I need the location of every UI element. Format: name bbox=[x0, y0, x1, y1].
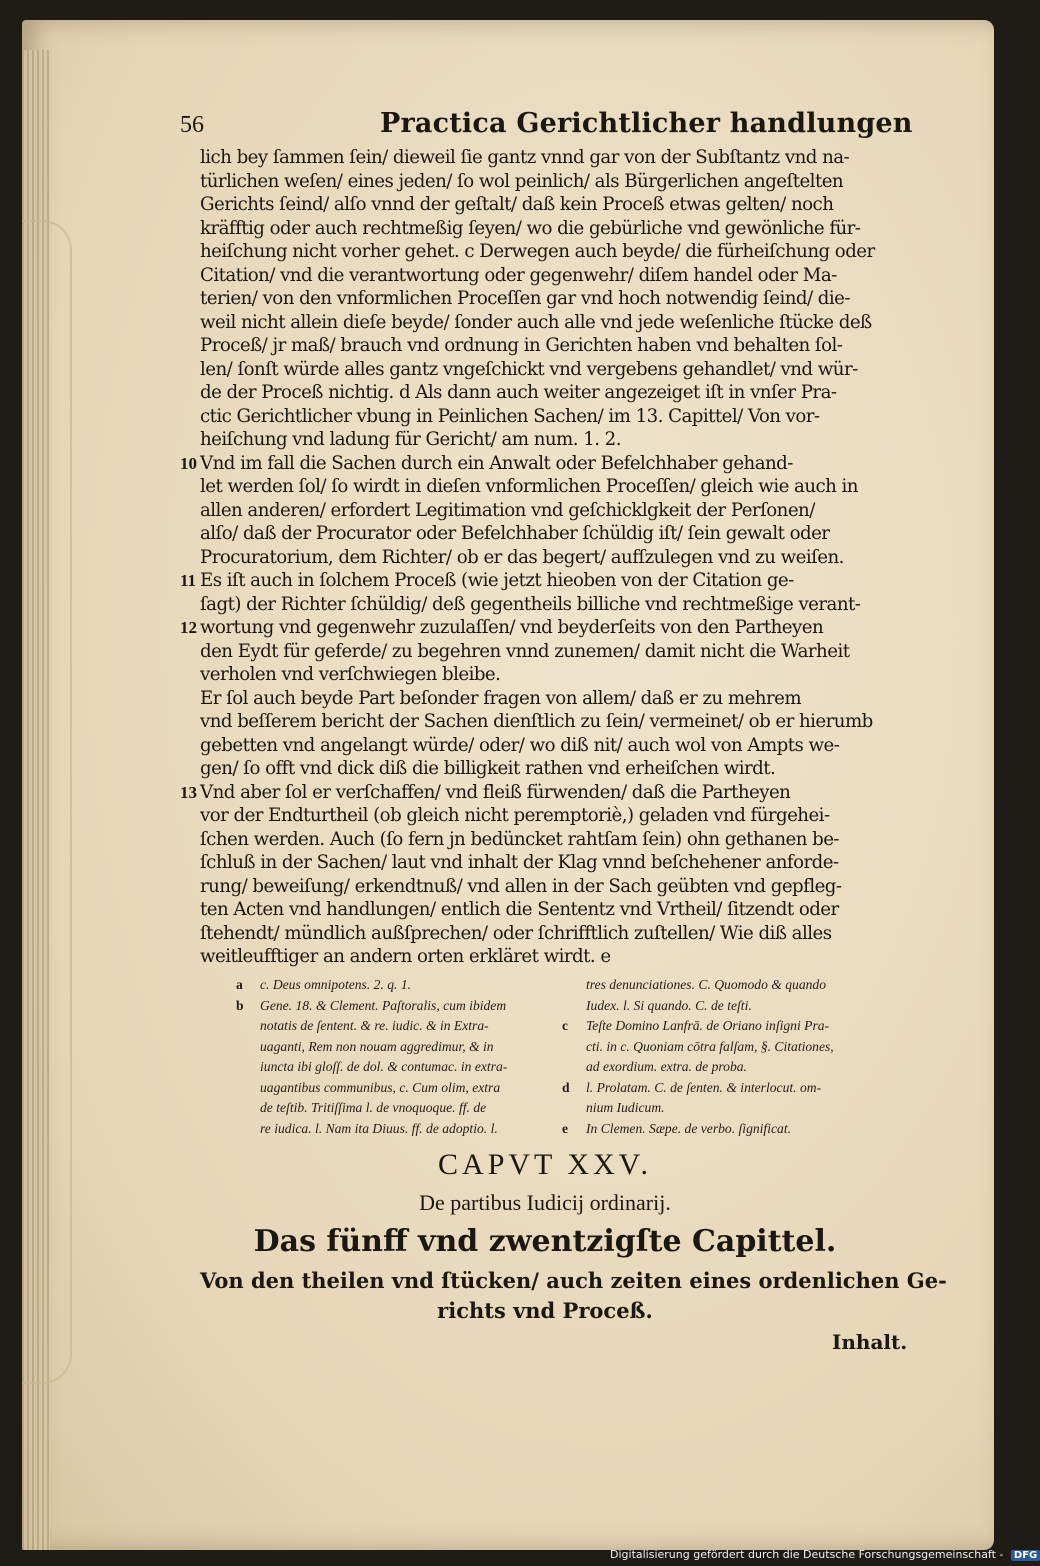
chapter-german-title: Das fünff vnd zwentzigſte Capittel. bbox=[253, 1224, 837, 1259]
footnote-line bbox=[562, 1119, 902, 1140]
footnote-line bbox=[236, 1098, 576, 1119]
footnote-text: nium Iudicum. bbox=[586, 1100, 665, 1115]
text-line: heiſchung vnd ladung für Gericht/ am num. 1. 2. bbox=[200, 429, 621, 450]
footnote-mark: c bbox=[562, 1018, 569, 1033]
footnote-text: re iudica. l. Nam ita Diuus. ff. de adoptio. l. bbox=[260, 1120, 498, 1136]
body-text bbox=[200, 146, 904, 969]
chapter-subtitle-line: richts vnd Proceß. bbox=[437, 1298, 653, 1323]
text-line: allen anderen/ erfordert Legitimation vnd geſchicklgkeit der Perſonen/ bbox=[200, 499, 815, 521]
footnote-line bbox=[236, 996, 576, 1017]
text-line: de der Proceß nichtig. d Als dann auch weiter angezeiget iſt in vnſer Pra- bbox=[200, 382, 837, 403]
catchword-inhalt: Inhalt. bbox=[832, 1330, 908, 1354]
credit-text: Digitalisierung gefördert durch die Deutsche Forschungsgemeinschaft - bbox=[610, 1548, 1004, 1561]
footnote-text: ad exordium. extra. de proba. bbox=[586, 1059, 747, 1074]
running-title: Practica Gerichtlicher handlungen bbox=[380, 108, 913, 139]
footnote-mark: b bbox=[236, 997, 244, 1013]
text-line: ſchluß in der Sachen/ laut vnd inhalt der Klag vnnd beſchehener anforde- bbox=[200, 852, 839, 873]
text-line: Citation/ vnd die verantwortung oder gegenwehr/ diſem handel oder Ma- bbox=[200, 264, 837, 286]
footnote-line bbox=[562, 975, 902, 996]
text-line: heiſchung nicht vorher gehet. c Derwegen auch beyde/ die fürheiſchung oder bbox=[200, 241, 875, 262]
text-line: wortung vnd gegenwehr zuzulaſſen/ vnd beyderſeits von den Partheyen bbox=[200, 617, 824, 638]
text-line: türlichen weſen/ eines jeden/ ſo wol peinlich/ als Bürgerlichen angeſtelten bbox=[200, 170, 844, 192]
text-line: Vnd im fall die Sachen durch ein Anwalt oder Befelchhaber gehand- bbox=[200, 452, 793, 474]
text-line: weil nicht allein dieſe beyde/ ſonder auch alle vnd jede weſenliche ſtücke deß bbox=[200, 311, 872, 333]
text-line: rung/ beweiſung/ erkendtnuß/ vnd allen in der Sach geübten vnd gepfleg- bbox=[200, 875, 842, 897]
chapter-number: CAPVT XXV. bbox=[438, 1148, 652, 1181]
footnote-text: Teſte Domino Lanfrā. de Oriano inſigni Pra- bbox=[586, 1018, 830, 1033]
footnote-line bbox=[562, 1016, 902, 1037]
chapter-latin-title: De partibus Iudicij ordinarij. bbox=[419, 1190, 671, 1215]
margin-number: 10 bbox=[180, 453, 197, 473]
margin-number: 12 bbox=[180, 618, 197, 637]
footnote-text: In Clemen. Sæpe. de verbo. ſignificat. bbox=[586, 1120, 791, 1136]
chapter-subtitle bbox=[200, 1266, 947, 1326]
footnote-text: notatis de ſentent. & re. iudic. & in Extra- bbox=[260, 1018, 489, 1033]
text-line: ſtehendt/ mündlich außſprechen/ oder ſchrifftlich zuſtellen/ Wie diß alles bbox=[200, 922, 832, 944]
text-line: ſagt) der Richter ſchüldig/ deß gegentheils billiche vnd rechtmeßige verant- bbox=[200, 593, 861, 615]
text-line: gen/ ſo offt vnd dick diß die billigkeit rathen vnd erheiſchen wirdt. bbox=[200, 758, 776, 779]
footnote-line bbox=[236, 975, 576, 996]
text-line: weitleufftiger an andern orten erkläret wirdt. e bbox=[200, 946, 611, 967]
footnote-text: cti. in c. Quoniam cōtra falſam, §. Citationes, bbox=[586, 1038, 834, 1054]
running-head bbox=[180, 108, 940, 144]
footnote-text: iuncta ibi gloſſ. de dol. & contumac. in extra- bbox=[260, 1059, 508, 1074]
text-line: kräfftig oder auch rechtmeßig ſeyen/ wo die gebürliche vnd gewönliche für- bbox=[200, 217, 861, 239]
text-line: Proceß/ jr maß/ brauch vnd ordnung in Gerichten haben vnd behalten ſol- bbox=[200, 335, 843, 356]
text-line: terien/ von den vnformlichen Proceſſen gar vnd hoch notwendig ſeind/ die- bbox=[200, 288, 850, 309]
footnote-text: uaganti, Rem non nouam aggredimur, & in bbox=[260, 1038, 494, 1054]
footnote-line bbox=[236, 1119, 576, 1140]
footnote-line bbox=[236, 1057, 576, 1078]
footnote-text: c. Deus omnipotens. 2. q. 1. bbox=[260, 977, 412, 992]
footnote-text: tres denunciationes. C. Quomodo & quando bbox=[586, 977, 827, 992]
text-line: len/ ſonſt würde alles gantz vngeſchickt vnd vergebens gehandlet/ vnd wür- bbox=[200, 358, 858, 380]
footnote-text: l. Prolatam. C. de ſenten. & interlocut. om- bbox=[586, 1079, 822, 1095]
text-line: ſchen werden. Auch (ſo fern jn bedüncket rahtſam ſein) ohn gethanen be- bbox=[200, 828, 840, 850]
page-clip-shadow bbox=[22, 220, 72, 1384]
footnote-text: de teſtib. Tritiſſima l. de vnoquoque. ff. de bbox=[260, 1100, 487, 1115]
footnote-line bbox=[236, 1037, 576, 1058]
footnotes-left-column bbox=[236, 975, 576, 1139]
footnote-line bbox=[562, 1057, 902, 1078]
footnote-line bbox=[562, 1098, 902, 1119]
text-line: let werden ſol/ ſo wirdt in dieſen vnformlichen Proceſſen/ gleich wie auch in bbox=[200, 476, 858, 497]
text-line: Es iſt auch in ſolchem Proceß (wie jetzt hieoben von der Citation ge- bbox=[200, 570, 794, 591]
footnote-line bbox=[562, 996, 902, 1017]
footnote-line bbox=[236, 1016, 576, 1037]
text-line: vor der Endturtheil (ob gleich nicht peremptoriè,) geladen vnd fürgehei- bbox=[200, 805, 830, 826]
footnote-line bbox=[562, 1078, 902, 1099]
footnote-mark: d bbox=[562, 1079, 570, 1095]
text-line: Gerichts ſeind/ alſo vnnd der geſtalt/ daß kein Proceß etwas gelten/ noch bbox=[200, 194, 834, 215]
page-number: 56 bbox=[180, 112, 204, 138]
text-line: verholen vnd verſchwiegen bleibe. bbox=[200, 664, 501, 685]
dfg-logo: DFG bbox=[1011, 1550, 1040, 1561]
text-line: gebetten vnd angelangt würde/ oder/ wo diß nit/ auch wol von Ampts we- bbox=[200, 734, 840, 756]
margin-number: 11 bbox=[180, 571, 197, 590]
text-line: ten Acten vnd handlungen/ entlich die Sententz vnd Vrtheil/ ſitzendt oder bbox=[200, 899, 839, 920]
footnote-line bbox=[236, 1078, 576, 1099]
text-line: ctic Gerichtlicher vbung in Peinlichen Sachen/ im 13. Capittel/ Von vor- bbox=[200, 405, 820, 427]
digitization-credit bbox=[610, 1548, 1038, 1566]
footnote-mark: e bbox=[562, 1120, 569, 1136]
chapter-subtitle-line: Von den theilen vnd ſtücken/ auch zeiten eines ordenlichen Ge- bbox=[200, 1268, 947, 1293]
margin-number: 13 bbox=[180, 782, 197, 802]
footnote-text: uagantibus communibus, c. Cum olim, extra bbox=[260, 1079, 501, 1095]
text-line: alſo/ daß der Procurator oder Befelchhaber ſchüldig iſt/ ſein gewalt oder bbox=[200, 523, 830, 544]
text-line: Vnd aber ſol er verſchaffen/ vnd fleiß fürwenden/ daß die Partheyen bbox=[200, 781, 791, 803]
footnote-mark: a bbox=[236, 977, 243, 992]
footnote-text: Gene. 18. & Clement. Paſtoralis, cum ibidem bbox=[260, 997, 507, 1013]
text-line: Er ſol auch beyde Part beſonder fragen von allem/ daß er zu mehrem bbox=[200, 687, 802, 709]
footnote-line bbox=[562, 1037, 902, 1058]
footnotes-right-column bbox=[562, 975, 902, 1139]
text-line: Procuratorium, dem Richter/ ob er das begert/ aufſzulegen vnd zu weiſen. bbox=[200, 546, 844, 568]
text-line: lich bey ſammen ſein/ dieweil ſie gantz vnnd gar von der Subſtantz vnd na- bbox=[200, 147, 850, 168]
text-line: vnd beſſerem bericht der Sachen dienſtlich zu ſein/ vermeinet/ ob er hierumb bbox=[200, 711, 873, 732]
footnote-text: Iudex. l. Si quando. C. de teſti. bbox=[586, 997, 752, 1013]
text-line: den Eydt für geferde/ zu begehren vnnd zunemen/ damit nicht die Warheit bbox=[200, 640, 850, 662]
